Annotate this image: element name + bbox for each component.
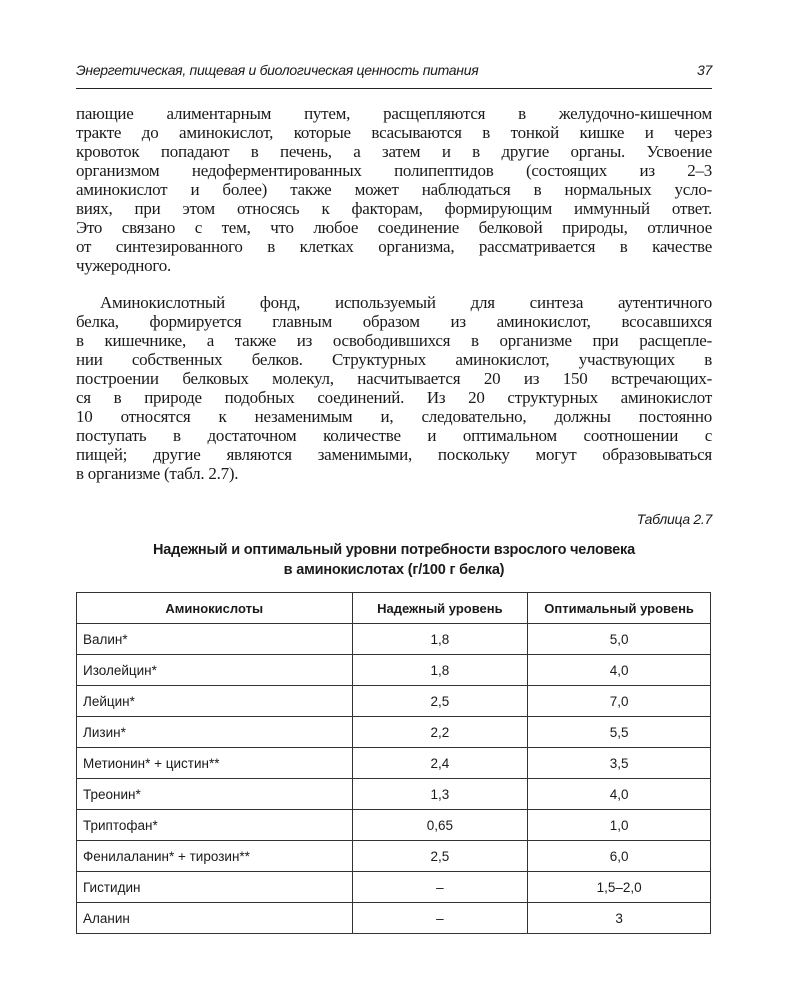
header-title: Энергетическая, пищевая и биологическая ценность питания bbox=[76, 62, 479, 78]
table-row bbox=[77, 903, 711, 934]
amino-acid-name: Треонин* bbox=[77, 779, 353, 810]
amino-acid-name: Метионин* + цистин** bbox=[77, 748, 353, 779]
column-header: Оптимальный уровень bbox=[528, 593, 711, 624]
reliable-level: – bbox=[352, 903, 528, 934]
reliable-level: – bbox=[352, 872, 528, 903]
table-number: Таблица 2.7 bbox=[636, 511, 712, 527]
text-line: организмом недоферментированных полипептидов (состоящих из 2–3 bbox=[76, 161, 712, 180]
page-number: 37 bbox=[697, 62, 712, 78]
amino-acid-name: Аланин bbox=[77, 903, 353, 934]
optimal-level: 1,5–2,0 bbox=[528, 872, 711, 903]
optimal-level: 5,0 bbox=[528, 624, 711, 655]
table-row bbox=[77, 655, 711, 686]
amino-acid-name: Изолейцин* bbox=[77, 655, 353, 686]
table-title-line-1: Надежный и оптимальный уровни потребности взрослого человека bbox=[153, 542, 635, 558]
text-line: поступать в достаточном количестве и оптимальном соотношении с bbox=[76, 426, 712, 445]
amino-acid-name: Валин* bbox=[77, 624, 353, 655]
amino-acid-name: Лейцин* bbox=[77, 686, 353, 717]
text-line: чужеродного. bbox=[76, 256, 171, 275]
reliable-level: 2,4 bbox=[352, 748, 528, 779]
table-row bbox=[77, 841, 711, 872]
table-row bbox=[77, 686, 711, 717]
table-title bbox=[76, 540, 712, 580]
text-line: в организме (табл. 2.7). bbox=[76, 464, 239, 483]
optimal-level: 3,5 bbox=[528, 748, 711, 779]
paragraph-1 bbox=[76, 104, 712, 275]
text-line: пающие алиментарным путем, расщепляются в желудочно-кишечном bbox=[76, 104, 712, 123]
amino-acid-name: Гистидин bbox=[77, 872, 353, 903]
amino-acid-table bbox=[76, 592, 711, 934]
table-row bbox=[77, 810, 711, 841]
optimal-level: 1,0 bbox=[528, 810, 711, 841]
text-line: Аминокислотный фонд, используемый для синтеза аутентичного bbox=[100, 293, 712, 312]
table-row bbox=[77, 624, 711, 655]
reliable-level: 2,5 bbox=[352, 841, 528, 872]
text-line: виях, при этом относясь к факторам, формирующим иммунный ответ. bbox=[76, 199, 712, 218]
text-line: Это связано с тем, что любое соединение белковой природы, отличное bbox=[76, 218, 712, 237]
table-row bbox=[77, 717, 711, 748]
reliable-level: 2,5 bbox=[352, 686, 528, 717]
text-line: построении белковых молекул, насчитывается 20 из 150 встречающих- bbox=[76, 369, 712, 388]
reliable-level: 1,3 bbox=[352, 779, 528, 810]
amino-acid-name: Лизин* bbox=[77, 717, 353, 748]
table-row bbox=[77, 779, 711, 810]
running-header bbox=[76, 62, 712, 86]
text-line: нии собственных белков. Структурных аминокислот, участвующих в bbox=[76, 350, 712, 369]
table-row bbox=[77, 872, 711, 903]
text-line: от синтезированного в клетках организма, рассматривается в качестве bbox=[76, 237, 712, 256]
text-line: тракте до аминокислот, которые всасываются в тонкой кишке и через bbox=[76, 123, 712, 142]
reliable-level: 0,65 bbox=[352, 810, 528, 841]
table-row bbox=[77, 748, 711, 779]
column-header: Надежный уровень bbox=[352, 593, 528, 624]
text-line: кровоток попадают в печень, а затем и в другие органы. Усвоение bbox=[76, 142, 712, 161]
text-line: 10 относятся к незаменимым и, следовательно, должны постоянно bbox=[76, 407, 712, 426]
reliable-level: 1,8 bbox=[352, 624, 528, 655]
optimal-level: 3 bbox=[528, 903, 711, 934]
text-line: ся в природе подобных соединений. Из 20 структурных аминокислот bbox=[76, 388, 712, 407]
reliable-level: 2,2 bbox=[352, 717, 528, 748]
amino-acid-name: Фенилаланин* + тирозин** bbox=[77, 841, 353, 872]
optimal-level: 6,0 bbox=[528, 841, 711, 872]
amino-acid-name: Триптофан* bbox=[77, 810, 353, 841]
optimal-level: 7,0 bbox=[528, 686, 711, 717]
reliable-level: 1,8 bbox=[352, 655, 528, 686]
table-header-row bbox=[77, 593, 711, 624]
text-line: в кишечнике, а также из освободившихся в организме при расщепле- bbox=[76, 331, 712, 350]
optimal-level: 4,0 bbox=[528, 655, 711, 686]
header-rule bbox=[76, 88, 712, 89]
optimal-level: 5,5 bbox=[528, 717, 711, 748]
text-line: белка, формируется главным образом из аминокислот, всосавшихся bbox=[76, 312, 712, 331]
text-line: пищей; другие являются заменимыми, поскольку могут образовываться bbox=[76, 445, 712, 464]
optimal-level: 4,0 bbox=[528, 779, 711, 810]
text-line: аминокислот и более) также может наблюдаться в нормальных усло- bbox=[76, 180, 712, 199]
paragraph-2 bbox=[76, 293, 712, 483]
column-header: Аминокислоты bbox=[77, 593, 353, 624]
table-title-line-2: в аминокислотах (г/100 г белка) bbox=[283, 562, 505, 578]
